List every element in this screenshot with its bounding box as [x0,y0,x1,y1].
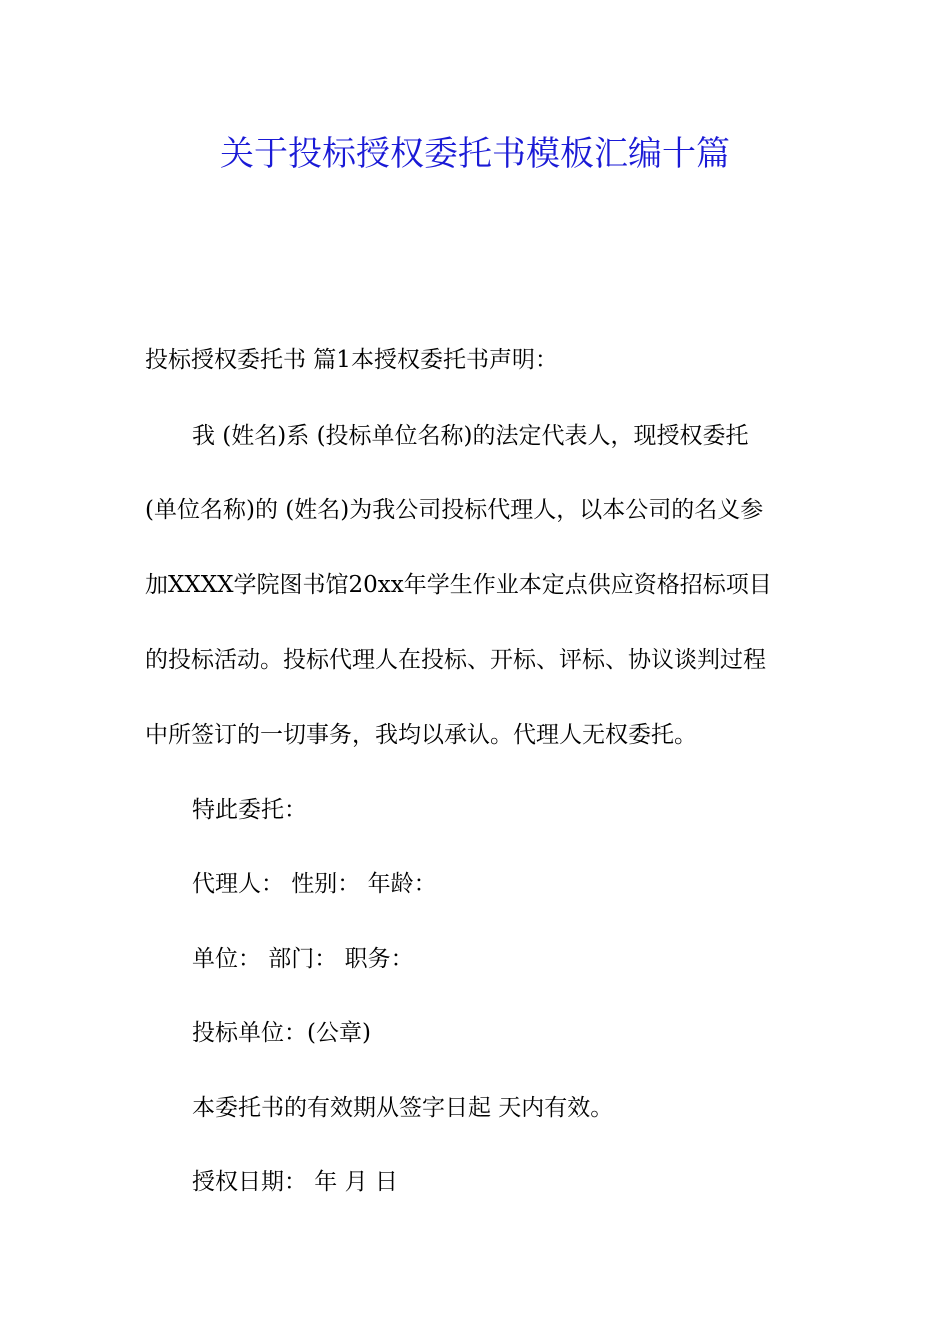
bidder-stamp-line: 投标单位：(公章) [192,1020,371,1046]
paragraph-line: 中所签订的一切事务，我均以承认。代理人无权委托。 [145,722,697,748]
authorization-date-line: 授权日期： 年 月 日 [192,1169,398,1195]
paragraph-line: 的投标活动。投标代理人在投标、开标、评标、协议谈判过程 [145,647,766,673]
document-title: 关于投标授权委托书模板汇编十篇 [220,134,730,174]
section-heading: 投标授权委托书 篇1本授权委托书声明： [145,347,558,373]
unit-info-line: 单位： 部门： 职务： [192,946,414,972]
validity-line: 本委托书的有效期从签字日起 天内有效。 [192,1095,614,1121]
paragraph-line: 我 (姓名)系 (投标单位名称)的法定代表人，现授权委托 [192,423,749,449]
paragraph-line: 加XXXX学院图书馆20xx年学生作业本定点供应资格招标项目 [145,572,772,598]
closing-text: 特此委托： [192,797,307,823]
agent-info-line: 代理人： 性别： 年龄： [192,871,437,897]
paragraph-line: (单位名称)的 (姓名)为我公司投标代理人，以本公司的名义参 [145,497,764,523]
